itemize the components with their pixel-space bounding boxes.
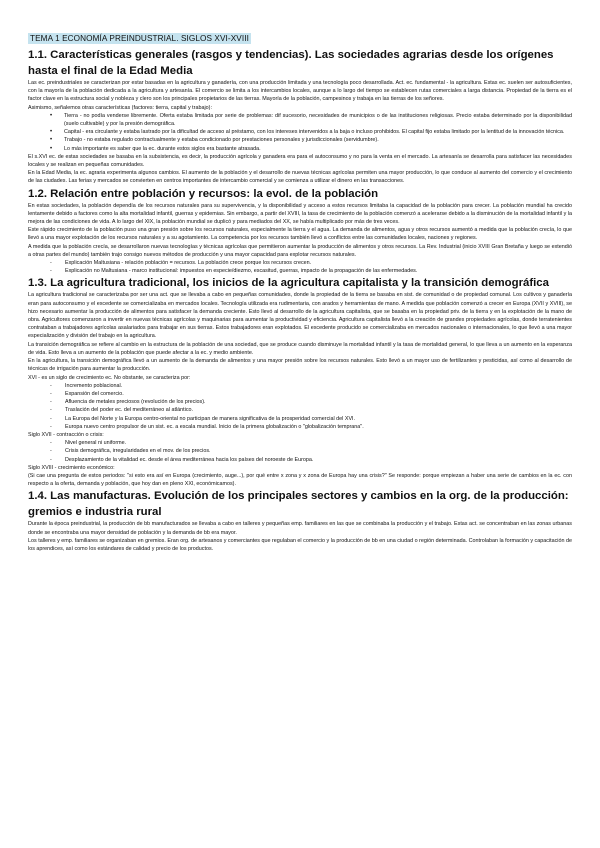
topic-heading: TEMA 1 ECONOMÍA PREINDUSTRIAL. SIGLOS XVI-XVIII (30, 34, 249, 43)
dash-item: - Europa nuevo centro propulsor de un sist. ec. a escala mundial. Inicio de la primera globalización o "globalización temprana". (28, 423, 572, 431)
bullet-item: • Tierra - no podía venderse libremente. Oferta estaba limitada por serie de problemas: dif sucesorio, necesidades de municipios o de las instituciones religiosas. Precio estaba determinado por la disponibilidad (suelo cultivable) y por la presión demográfica. (28, 112, 572, 128)
section-3-paragraph: (Si cae una pregunta de estos periodos: "si esto era así en Europa (crecimiento, auge...), por qué entre x zona y x zona de Europa hay una crisis?" Se responde: porque empiezan a haber una serie de cambios en la ec. con respecto a la oferta, demanda y población, que hoy dan en pleno XXI, económicamos). (28, 472, 572, 488)
section-3-paragraph: Siglo XVII - contracción o crisis: (28, 431, 104, 438)
section-3-paragraph: En la agricultura, la transición demográfica llevó a un aumento de la demanda de alimentos y una mayor presión sobre los recursos naturales. Esto llevó a un mayor uso de fertilizantes y pesticidas, así como al desarrollo de técnicas de irrigación para aumentar la producción. (28, 358, 572, 373)
dash-item: - Crisis demográfica, irregularidades en el mov. de los precios. (28, 447, 572, 455)
dash-item: - Nivel general ni uniforme. (28, 439, 572, 447)
section-1-title: 1.1. Características generales (rasgos y tendencias). Las sociedades agrarias desde los orígenes hasta el final de la Edad Media (28, 49, 554, 77)
section-3-title: 1.3. La agricultura tradicional, los inicios de la agricultura capitalista y la transición demográfica (28, 277, 549, 290)
section-2-paragraph: En estas sociedades, la población dependía de los recursos naturales para su supervivencia, y la disponibilidad y acceso a estos recursos limitaba la capacidad de la población para crecer. La población mundial ha crecido lentamente debido a factores como la alta mortalidad infantil, guerras y epidemias. Sin embargo, a partir del XVIII, la tasa de crecimiento de la población comenzó a acelerarse debido a la disminución de la mortalidad infantil y la mejora de las condiciones de vida. A lo largo del XIX, la población mundial se duplicó y para mediados del XX, se había multiplicado por más de tres veces. (28, 202, 572, 226)
section-2-paragraph: Este rápido crecimiento de la población puso una gran presión sobre los recursos naturales, especialmente la tierra y el agua. La demanda de alimentos, agua y otros recursos aumentó a medida que la población crecía, lo que llevó a una mayor explotación de los recursos naturales y a su agotamiento. La competencia por los recursos también llevó a conflictos entre las comunidades locales, naciones y regiones. (28, 227, 572, 242)
explanations-dash-list (28, 259, 572, 275)
section-4-paragraph: Durante la época preindustrial, la producción de bb manufacturados se llevaba a cabo en talleres y pequeñas emp. familiares en las que se combinaba la producción y el trabajo. Estas act. se concentraban en las zonas urbanas donde se encontraba una mayor densidad de población y la demanda de bb era mayor. (28, 521, 572, 536)
bullet-item: • Capital - era circulante y estaba lastrado por la dificultad de acceso al préstamo, con los intereses intervenidos a la baja o incluso prohibidos. El capital fijo estaba limitado por la lentitud de la innovación técnica. (28, 128, 572, 136)
bullet-item: • Lo más importante es saber que la ec. durante estos siglos era bastante atrasada. (28, 145, 572, 153)
dash-item: - Afluencia de metales preciosos (revolución de los precios). (28, 398, 572, 406)
section-1-paragraph: Asimismo, señalemos otras características (factores: tierra, capital y trabajo): (28, 104, 212, 111)
section-3-paragraph: La agricultura tradicional se caracterizaba por ser una act. que se llevaba a cabo en pequeñas comunidades, donde la propiedad de la tierra se basaba en sist. de comunidad o de propiedad comunal. Los cultivos y ganadería eran para autoconsumo y el excedente se comercializaba en mercados locales. Tecnología utilizada era rudimentaria, con arados y herramientas de mano. A medida que población comenzó a crecer en Europa (XVII y XVIII), se hizo necesario aumentar la producción de alimentos para satisfacer la demanda creciente. Esto llevó al desarrollo de la agricultura capitalista, que se basaba en la propiedad priv. de la tierra y en la explotación de la mano de obra. Agricultores comenzaron a invertir en nuevas técnicas agrícolas y maquinarias para aumentar la productividad y eficiencia. Agricultura capitalista llevó a la creación de grandes propiedades agrícolas, donde terratenientes contrataban a trabajadores agrícolas asalariados para trabajar en sus tierras. Estos trabajadores eran explotados. El excedente producido se comercializaba en mercados nacionales o internacionales, lo que llevó a una mayor especialización y división del trabajo en la agricultura. (28, 292, 572, 340)
section-1-paragraph: El s.XVI ec. de estas sociedades se basaba en la subsistencia, es decir, la producción agrícola y ganadera era para el autoconsumo y no para la venta en el mercado. La artesanía se desarrolla para satisfacer las necesidades locales y se realizan en pequeñas comunidades. (28, 153, 572, 169)
sixteenth-century-dash-list (28, 382, 572, 431)
dash-item: - Incremento poblacional. (28, 382, 572, 390)
section-2-title: 1.2. Relación entre población y recursos: la evol. de la población (28, 187, 379, 200)
dash-item: - Explicación Maltusiana - relación población = recursos. La población crece porque los recursos crecen. (28, 259, 572, 267)
section-1-paragraph: En la Edad Media, la ec. agraria experimenta algunos cambios. El aumento de la población y el desarrollo de nuevas técnicas agrícolas permiten una mayor producción, lo que conduce al aumento del comercio y el crecimiento de las ciudades. Las ferias y mercados se convierten en centros importantes de intercambio comercial y se comienza a utilizar el dinero en las transacciones. (28, 170, 572, 185)
section-3-paragraph: Siglo XVIII - crecimiento económico: (28, 464, 115, 471)
dash-item: - Expansión del comercio. (28, 390, 572, 398)
bullet-item: • Trabajo - no estaba regulado contractualmente y estaba condicionado por prestaciones personales y jurisdiccionales (servidumbre). (28, 136, 572, 144)
document-page (28, 28, 572, 553)
dash-item: - Traslación del poder ec. del mediterráneo al atlántico. (28, 406, 572, 414)
section-3-paragraph: La transición demográfica se refiere al cambio en la estructura de la población de una sociedad, que se produce cuando disminuye la mortalidad infantil y la tasa de mortalidad general, lo que lleva a un aumento en la esperanza de vida. Esto lleva a un aumento de la población que puede afectar a la ec. y medio ambiente. (28, 341, 572, 356)
dash-item: - Desplazamiento de la vitalidad ec. desde el área mediterránea hacia los países del noroeste de Europa. (28, 456, 572, 464)
section-4-paragraph: Los talleres y emp. familiares se organizaban en gremios. Eran org. de artesanos y comerciantes que regulaban el comercio y la producción de bb en una ciudad o región determinada. Controlaban la formación y capacitación de los aprendices, así como los estándares de calidad y precio de los productos. (28, 537, 572, 552)
section-3-paragraph: XVI - es un siglo de crecimiento ec. No obstante, se caracteriza por: (28, 374, 191, 381)
section-2-paragraph: A medida que la población crecía, se desarrollaron nuevas tecnologías y técnicas agrícolas que permitieron aumentar la producción de alimentos y otros recursos. La Rev. Industrial (inicio XVIII Gran Bretaña y luego se extendió a otras partes del mundo) también trajo consigo nuevos métodos de producción y una mayor capacidad para explotar recursos naturales. (28, 243, 572, 258)
dash-item: - La Europa del Norte y la Europa centro-oriental no participan de manera significativa de la prosperidad comercial del XVI. (28, 415, 572, 423)
section-4-title: 1.4. Las manufacturas. Evolución de los principales sectores y cambios en la org. de la producción: gremios e industria rural (28, 490, 569, 519)
seventeenth-century-dash-list (28, 439, 572, 464)
section-1-paragraph: Las ec. preindustriales se caracterizan por estar basadas en la agricultura y ganadería, con una producción limitada y una tecnología poco desarrollada. Act. ec. fundamental - la agricultura. Estas ec. suelen ser autosuficientes, con la mayoría de la población dedicada a la agricultura y artesanía. El comercio se limita a los intercambios locales, aunque a lo largo del tiempo se establecen rutas comerciales a larga distancia. Propiedad de la tierra es el factor clave en la estructura social y nobleza y clero son los principales propietarios de las tierras. Mayoría de la población, campesinos y trabaja en las tierras de los señores. (28, 80, 572, 103)
dash-item: - Explicación no Maltusiana - marco institucional: impuestos en especie/diezmo, escasitud, guerras, impacto de la propagación de las enfermedades. (28, 267, 572, 275)
factors-bullet-list (28, 112, 572, 153)
